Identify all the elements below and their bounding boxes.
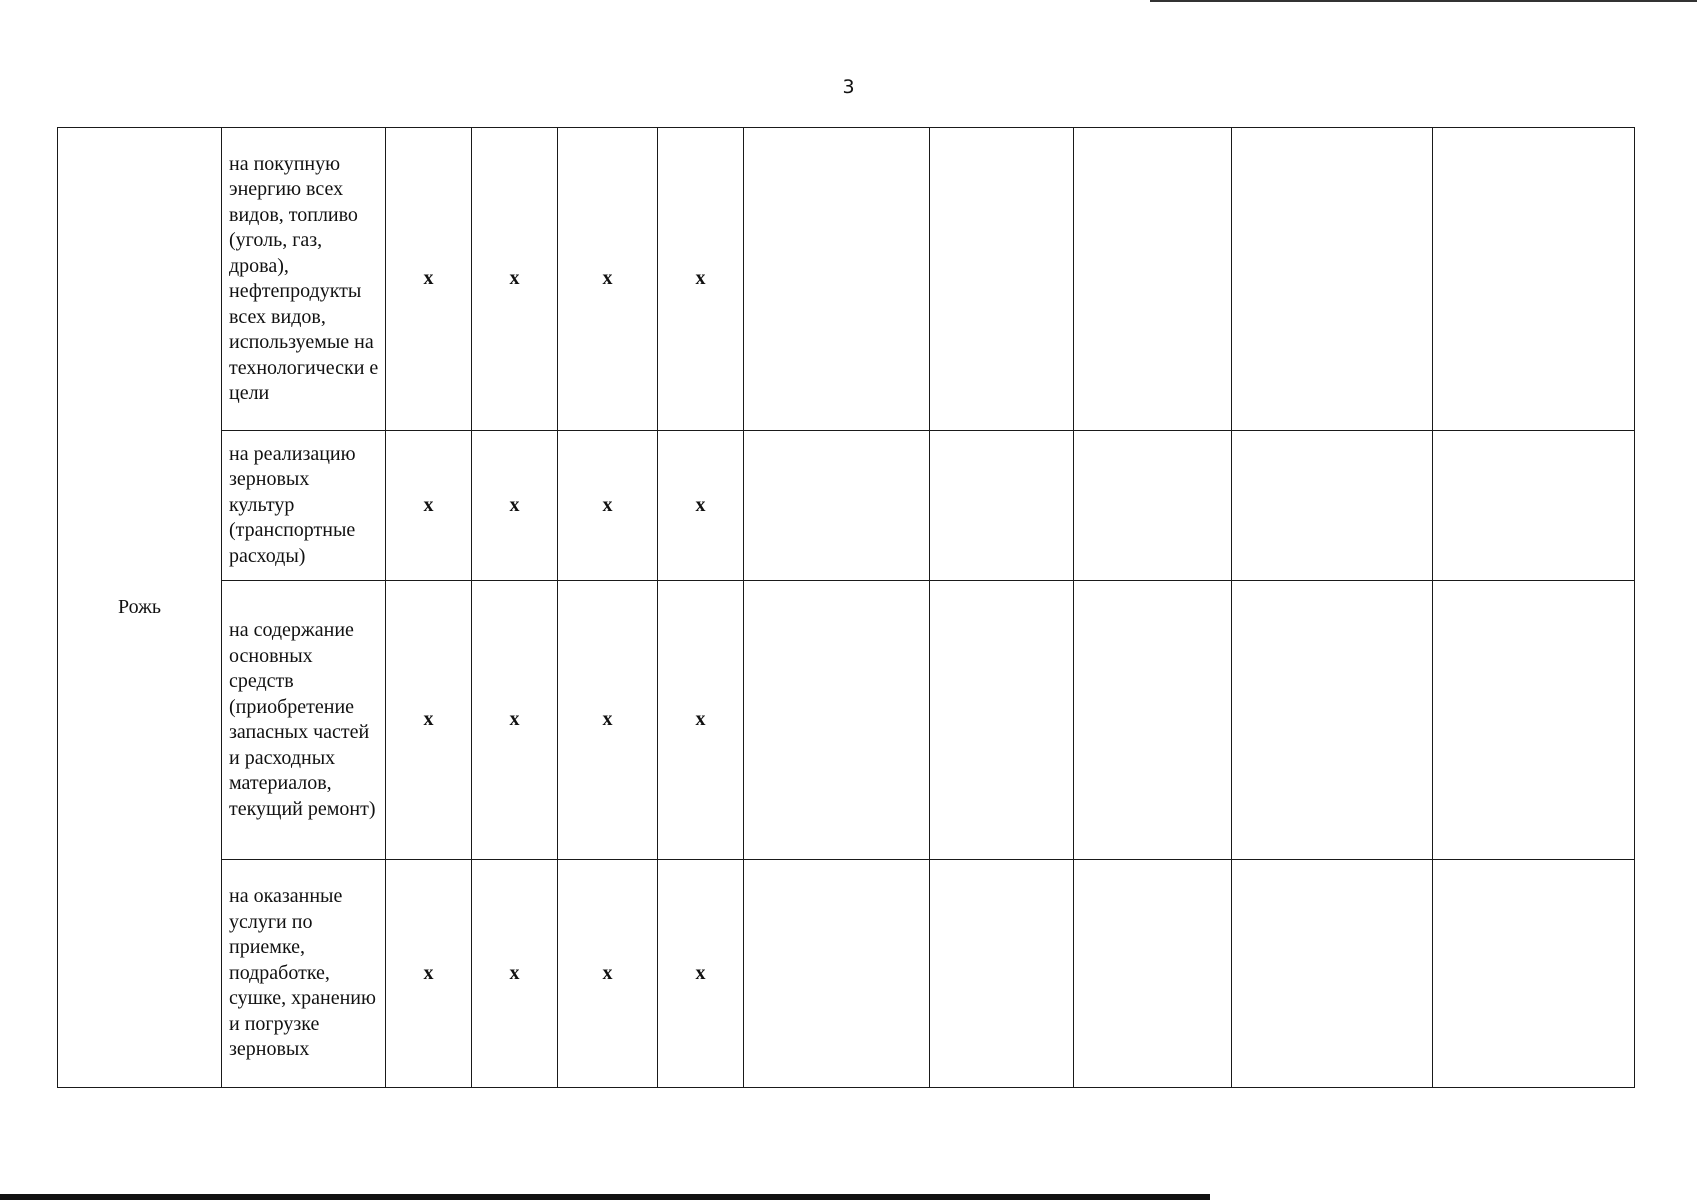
expense-description: на содержание основных средств (приобретение запасных частей и расходных материалов, текущий ремонт) xyxy=(222,581,386,860)
empty-cell xyxy=(1232,431,1433,581)
mark-cell: х xyxy=(472,860,558,1088)
mark-cell: х xyxy=(658,860,744,1088)
empty-cell xyxy=(1232,128,1433,431)
expense-table xyxy=(57,127,1635,1088)
table-row xyxy=(58,128,1635,431)
empty-cell xyxy=(744,128,930,431)
expense-description: на реализацию зерновых культур (транспортные расходы) xyxy=(222,431,386,581)
mark-cell: х xyxy=(658,431,744,581)
empty-cell xyxy=(1433,581,1635,860)
empty-cell xyxy=(930,431,1074,581)
mark-cell: х xyxy=(472,431,558,581)
mark-cell: х xyxy=(386,581,472,860)
empty-cell xyxy=(1433,431,1635,581)
empty-cell xyxy=(1074,431,1232,581)
mark-cell: х xyxy=(472,581,558,860)
mark-cell: х xyxy=(386,431,472,581)
empty-cell xyxy=(1433,128,1635,431)
empty-cell xyxy=(1232,581,1433,860)
empty-cell xyxy=(744,431,930,581)
scan-bottom-edge-gap xyxy=(1210,1194,1697,1200)
empty-cell xyxy=(1433,860,1635,1088)
scan-edge-rule xyxy=(1150,0,1697,2)
mark-cell: х xyxy=(658,128,744,431)
mark-cell: х xyxy=(386,860,472,1088)
table-row xyxy=(58,581,1635,860)
mark-cell: х xyxy=(558,431,658,581)
mark-cell: х xyxy=(472,128,558,431)
empty-cell xyxy=(1074,860,1232,1088)
empty-cell xyxy=(744,860,930,1088)
empty-cell xyxy=(1074,581,1232,860)
mark-cell: х xyxy=(386,128,472,431)
mark-cell: х xyxy=(558,581,658,860)
empty-cell xyxy=(744,581,930,860)
expense-description: на оказанные услуги по приемке, подработке, сушке, хранению и погрузке зерновых xyxy=(222,860,386,1088)
expense-description: на покупную энергию всех видов, топливо (уголь, газ, дрова), нефтепродукты всех видов, используемые на технологически е цели xyxy=(222,128,386,431)
mark-cell: х xyxy=(558,860,658,1088)
empty-cell xyxy=(930,128,1074,431)
mark-cell: х xyxy=(658,581,744,860)
mark-cell: х xyxy=(558,128,658,431)
empty-cell xyxy=(930,581,1074,860)
table-row xyxy=(58,431,1635,581)
empty-cell xyxy=(930,860,1074,1088)
page-number: 3 xyxy=(842,76,855,98)
crop-cell: Рожь xyxy=(58,128,222,1088)
empty-cell xyxy=(1074,128,1232,431)
empty-cell xyxy=(1232,860,1433,1088)
table-row xyxy=(58,860,1635,1088)
